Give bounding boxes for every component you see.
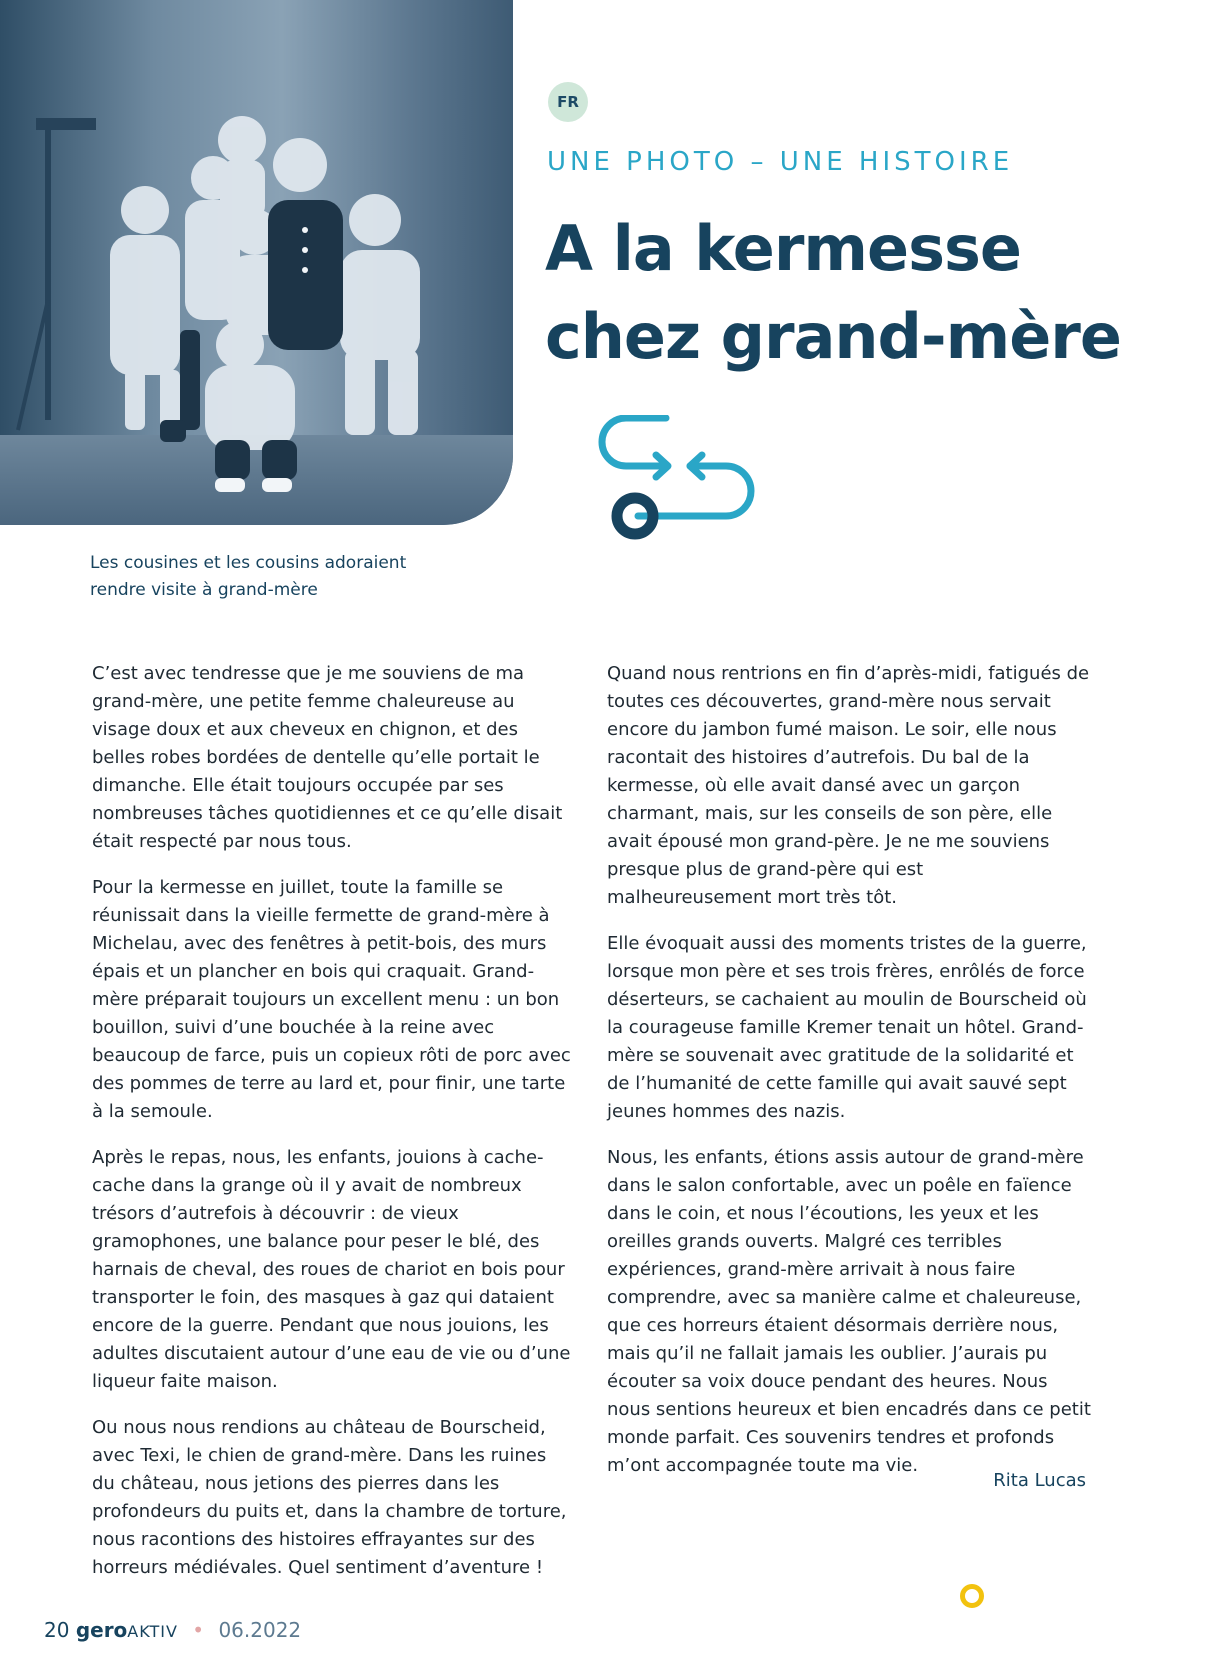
language-badge: FR [548, 82, 588, 122]
title-line-2: chez grand-mère [545, 300, 1121, 373]
paragraph: Ou nous nous rendions au château de Bourscheid, avec Texi, le chien de grand-mère. Dans les ruines du château, nous jetions des pierres dans les profondeurs du puits et, dans la chambre de torture, nous racontions des histoires effrayantes sur des horreurs médiévales. Quel sentiment d’aventure ! [92, 1417, 567, 1578]
family-photo [0, 0, 513, 525]
author-signature: Rita Lucas [993, 1470, 1086, 1491]
footer-ring-icon [960, 1584, 984, 1608]
brand-logo-part1: gero [75, 1618, 128, 1642]
section-kicker: UNE PHOTO – UNE HISTOIRE [547, 147, 1014, 177]
loop-arrows-icon [598, 415, 758, 545]
article-column-left [92, 660, 572, 1600]
article-column-right [607, 660, 1091, 1498]
page-title [545, 205, 1165, 381]
page-number: 20 [44, 1618, 70, 1642]
photo-caption [90, 550, 510, 604]
paragraph: Quand nous rentrions en fin d’après-midi, fatigués de toutes ces découvertes, grand-mère nous servait encore du jambon fumé maison. Le soir, elle nous racontait des histoires d’autrefois. Du bal de la kermesse, où elle avait dansé avec un garçon charmant, mais, sur les conseils de son père, elle avait épousé mon grand-père. Je ne me souviens presque plus de grand-père qui est malheureusement mort très tôt. [607, 663, 1090, 908]
paragraph: C’est avec tendresse que je me souviens de ma grand-mère, une petite femme chaleureuse au visage doux et aux cheveux en chignon, et des belles robes bordées de dentelle qu’elle portait le dimanche. Elle était toujours occupée par ses nombreuses tâches quotidiennes et ce qu’elle disait était respecté par nous tous. [92, 663, 563, 852]
issue-date: 06.2022 [218, 1618, 302, 1642]
paragraph: Nous, les enfants, étions assis autour de grand-mère dans le salon confortable, avec un poêle en faïence dans le coin, et nous l’écoutions, les yeux et les oreilles grands ouverts. Malgré ces terribles expériences, grand-mère arrivait à nous faire comprendre, avec sa manière calme et chaleureuse, que ces horreurs étaient désormais derrière nous, mais qu’il ne fallait jamais les oublier. J’aurais pu écouter sa voix douce pendant des heures. Nous nous sentions heureux et bien encadrés dans ce petit monde parfait. Ces souvenirs tendres et profonds m’ont accompagnée toute ma vie. [607, 1147, 1091, 1476]
brand-logo-part2: AKTIV [127, 1622, 178, 1641]
family-photo-icon [0, 0, 513, 525]
paragraph: Pour la kermesse en juillet, toute la famille se réunissait dans la vieille fermette de grand-mère à Michelau, avec des fenêtres à petit-bois, des murs épais et un plancher en bois qui craquait. Grand-mère préparait toujours un excellent menu : un bon bouillon, suivi d’une bouchée à la reine avec beaucoup de farce, puis un copieux rôti de porc avec des pommes de terre au lard et, pour finir, une tarte à la semoule. [92, 877, 571, 1122]
page-footer [44, 1618, 301, 1642]
caption-line-1: Les cousines et les cousins adoraient [90, 553, 407, 573]
caption-line-2: rendre visite à grand-mère [90, 580, 318, 600]
paragraph: Après le repas, nous, les enfants, jouions à cache-cache dans la grange où il y avait de nombreux trésors d’autrefois à découvrir : de vieux gramophones, une balance pour peser le blé, des harnais de cheval, des roues de chariot en bois pour transporter le foin, des masques à gaz qui dataient encore de la guerre. Pendant que nous jouions, les adultes discutaient autour d’une eau de vie ou d’une liqueur faite maison. [92, 1147, 571, 1392]
paragraph: Elle évoquait aussi des moments tristes de la guerre, lorsque mon père et ses trois frères, enrôlés de force déserteurs, se cachaient au moulin de Bourscheid où la courageuse famille Kremer tenait un hôtel. Grand-mère se souvenait avec gratitude de la solidarité et de l’humanité de cette famille qui avait sauvé sept jeunes hommes des nazis. [607, 933, 1087, 1122]
title-line-1: A la kermesse [545, 212, 1021, 285]
footer-separator: • [192, 1618, 205, 1642]
